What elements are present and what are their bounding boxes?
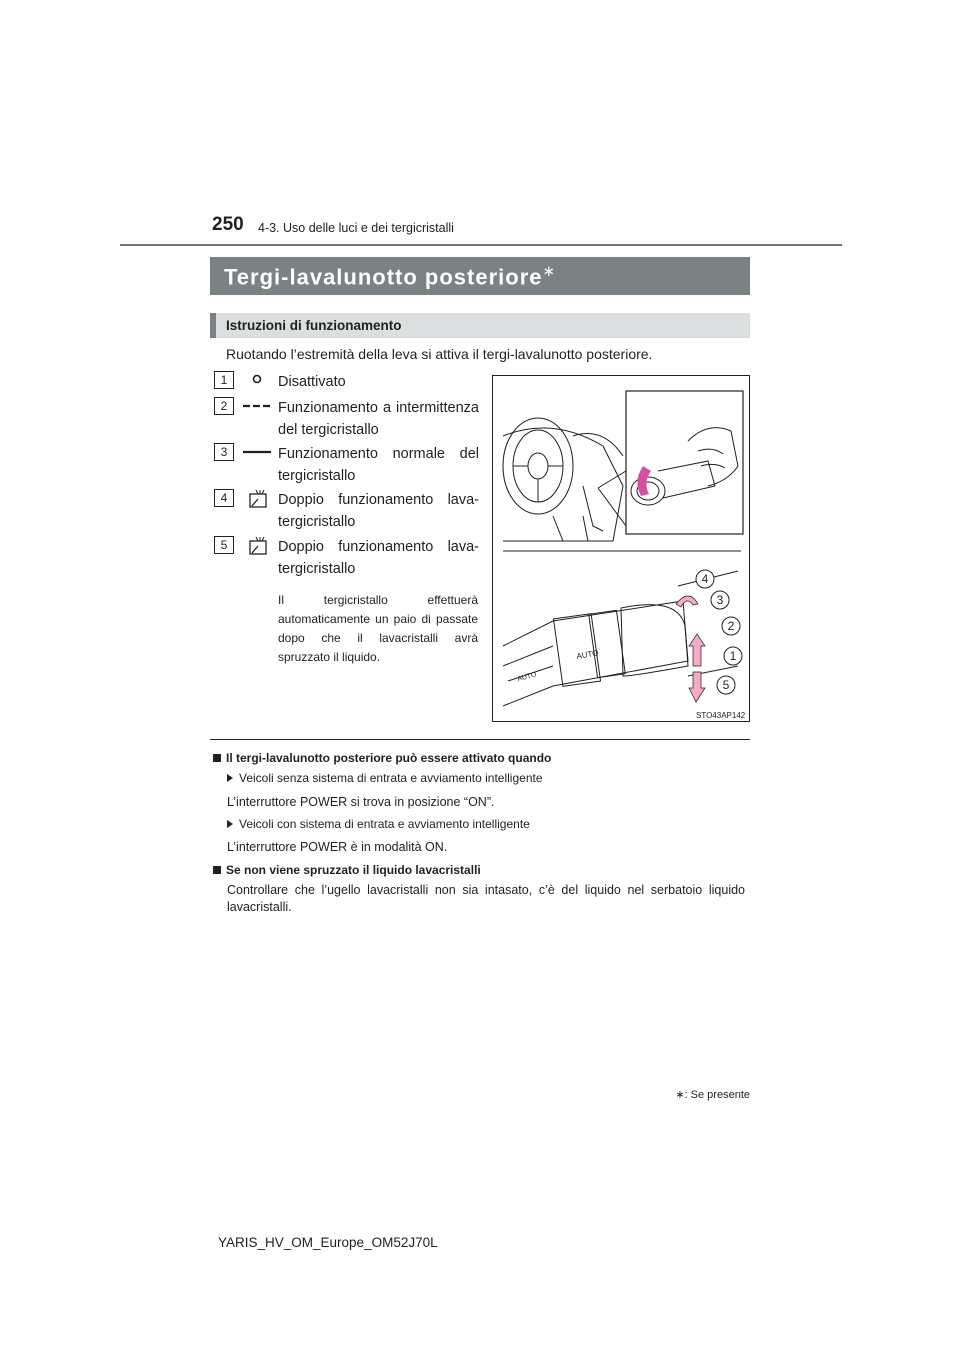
optional-mark: ∗ <box>542 263 557 280</box>
switch-label-auto-1: AUTO <box>575 648 600 661</box>
triangle-bullet-icon <box>227 820 233 828</box>
header-divider <box>120 244 842 246</box>
square-bullet-icon <box>213 754 221 762</box>
mode-number-4: 4 <box>214 489 234 507</box>
callout-5: 5 <box>722 678 730 692</box>
section-divider <box>210 739 750 740</box>
intro-text: Ruotando l’estremità della leva si attiva il tergi-lavalunotto posteriore. <box>226 346 653 362</box>
mode-number-5: 5 <box>214 536 234 554</box>
condition-bullet-1: Veicoli senza sistema di entrata e avviamento intelligente <box>227 771 543 785</box>
subheading-bar <box>210 313 750 338</box>
mode-number-3: 3 <box>214 443 234 461</box>
section-heading-1: Il tergi-lavalunotto posteriore può essere attivato quando <box>213 751 551 765</box>
section-title-text: Tergi-lavalunotto posteriore <box>224 264 543 290</box>
washer-spray-icon <box>242 489 272 509</box>
square-bullet-icon <box>213 866 221 874</box>
subheading: Istruzioni di funzionamento <box>226 318 402 333</box>
section-heading-2: Se non viene spruzzato il liquido lavacristalli <box>213 863 481 877</box>
mode-label-2: Funzionamento a intermittenza del tergicristallo <box>278 400 479 438</box>
callout-2: 2 <box>727 619 735 633</box>
section-text-2: Controllare che l’ugello lavacristalli non sia intasato, c’è del liquido nel serbatoio liquido lavacristalli. <box>227 883 745 914</box>
section-title <box>224 262 556 290</box>
condition-bullet-2: Veicoli con sistema di entrata e avviamento intelligente <box>227 817 530 831</box>
triangle-bullet-icon <box>227 774 233 782</box>
callout-4: 4 <box>701 572 709 586</box>
condition-text-2: L’interruttore POWER è in modalità ON. <box>227 840 448 854</box>
mode-label-4: Doppio funzionamento lava-tergicristallo <box>278 492 479 530</box>
condition-text-1: L’interruttore POWER si trova in posizione “ON”. <box>227 795 495 809</box>
dashed-line-icon <box>242 397 272 417</box>
manual-footer: YARIS_HV_OM_Europe_OM52J70L <box>218 1235 438 1250</box>
switch-label-auto-2: AUTO <box>516 671 538 683</box>
mode-label-5: Doppio funzionamento lava-tergicristallo <box>278 539 479 577</box>
section-title-bar <box>210 257 750 295</box>
solid-line-icon <box>242 443 272 463</box>
mode-note: Il tergicristallo effettuerà automaticamente un paio di passate dopo che il lavacristalli avrà spruzzato il liquido. <box>278 593 478 664</box>
page-number: 250 <box>212 214 244 235</box>
figure-code: STO43AP142 <box>696 711 746 720</box>
callout-1: 1 <box>729 649 737 663</box>
mode-number-1: 1 <box>214 371 234 389</box>
washer-spray-icon <box>242 536 272 556</box>
wiper-lever-illustration <box>492 375 750 722</box>
footnote: ∗: Se presente <box>675 1089 750 1101</box>
callout-3: 3 <box>716 593 724 607</box>
off-circle-icon <box>242 371 272 391</box>
footnote-mark: ∗ <box>675 1089 685 1101</box>
mode-number-2: 2 <box>214 397 234 415</box>
chapter-title: 4-3. Uso delle luci e dei tergicristalli <box>258 221 454 235</box>
illustration-svg <box>493 376 749 721</box>
mode-label-1: Disattivato <box>278 374 346 390</box>
mode-label-3: Funzionamento normale del tergicristallo <box>278 446 479 484</box>
